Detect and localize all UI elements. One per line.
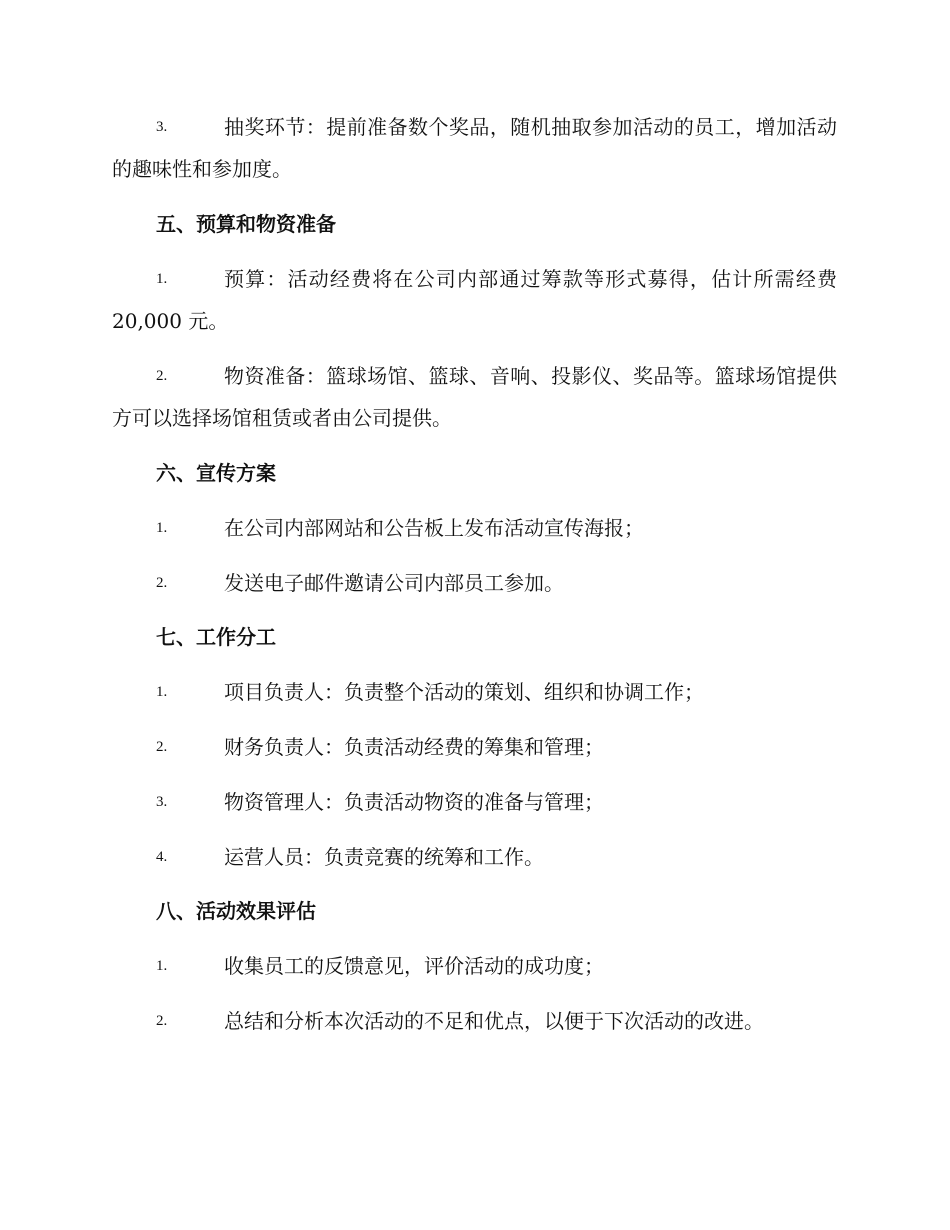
list-item-number: 2.: [156, 739, 168, 755]
section-heading-budget: 五、预算和物资准备: [156, 212, 336, 236]
list-item-number: 2.: [156, 368, 168, 384]
list-item-number: 3.: [156, 794, 168, 810]
list-item: [112, 945, 837, 987]
section-heading-promotion: 六、宣传方案: [156, 461, 276, 485]
list-item-text: 物资准备：篮球场馆、篮球、音响、投影仪、奖品等。篮球场馆提供方可以选择场馆租赁或者由公司提供。: [112, 364, 837, 430]
list-item-text: 项目负责人：负责整个活动的策划、组织和协调工作；: [224, 680, 704, 704]
list-item: [112, 507, 837, 549]
section-heading-division-of-work: 七、工作分工: [156, 625, 276, 649]
list-item-number: 4.: [156, 849, 168, 865]
list-item-number: 2.: [156, 1013, 168, 1029]
list-item-text: 运营人员：负责竞赛的统筹和工作。: [224, 845, 544, 869]
list-item-number: 1.: [156, 958, 168, 974]
list-item: [112, 562, 837, 604]
list-item-text: 预算：活动经费将在公司内部通过筹款等形式募得，估计所需经费 20,000 元。: [112, 267, 837, 333]
list-item: [112, 781, 837, 823]
list-item-number: 1.: [156, 271, 168, 287]
section-heading-evaluation: 八、活动效果评估: [156, 899, 316, 923]
list-item-text: 抽奖环节：提前准备数个奖品，随机抽取参加活动的员工，增加活动的趣味性和参加度。: [112, 115, 837, 181]
list-item-text: 物资管理人：负责活动物资的准备与管理；: [224, 790, 604, 814]
list-item: [112, 836, 837, 878]
list-item-number: 2.: [156, 575, 168, 591]
list-item-number: 1.: [156, 684, 168, 700]
list-item-text: 收集员工的反馈意见，评价活动的成功度；: [224, 954, 604, 978]
list-item-text: 在公司内部网站和公告板上发布活动宣传海报；: [224, 516, 644, 540]
list-item-number: 3.: [156, 119, 168, 135]
list-item-text: 总结和分析本次活动的不足和优点，以便于下次活动的改进。: [224, 1009, 764, 1033]
list-item-text: 发送电子邮件邀请公司内部员工参加。: [224, 571, 564, 595]
list-item: [112, 1000, 837, 1042]
list-item: [112, 726, 837, 768]
list-item: [112, 258, 837, 342]
list-item: [112, 671, 837, 713]
list-item-text: 财务负责人：负责活动经费的筹集和管理；: [224, 735, 604, 759]
list-item-number: 1.: [156, 520, 168, 536]
list-item: [112, 355, 837, 439]
list-item: [112, 106, 837, 190]
